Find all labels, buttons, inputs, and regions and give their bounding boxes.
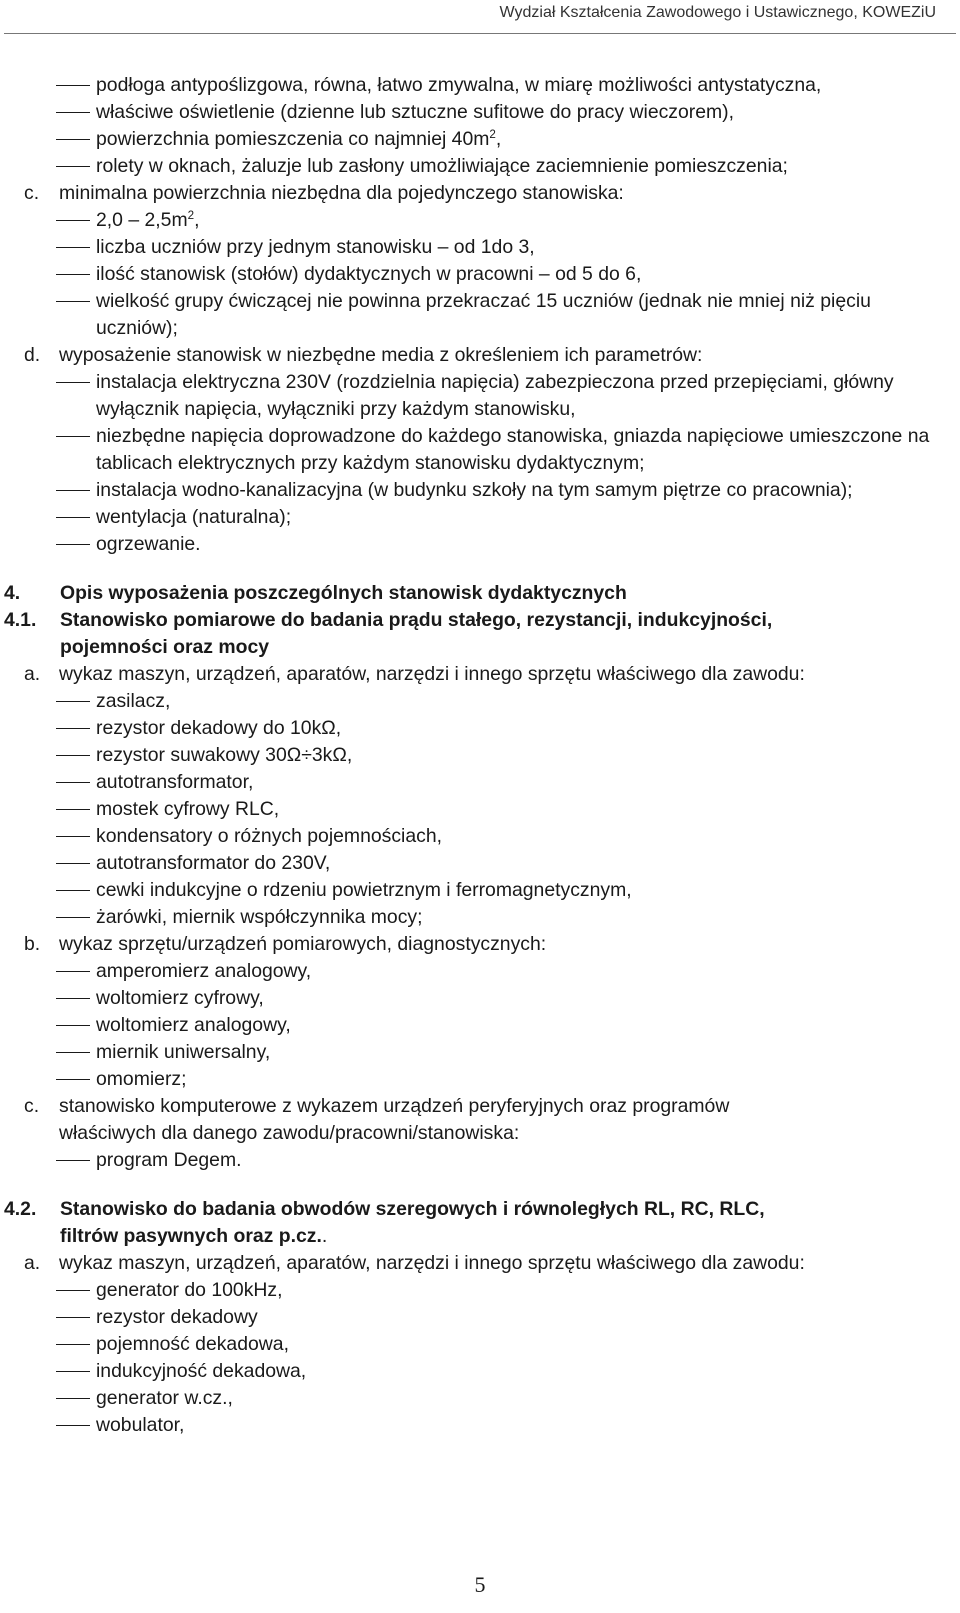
punctuation: , xyxy=(495,128,502,150)
list-item-text: instalacja wodno-kanalizacyjna (w budynku szkoły na tym samym piętrze co pracownia); xyxy=(96,479,853,501)
section-line: właściwych dla danego zawodu/pracowni/stanowiska: xyxy=(59,1122,520,1144)
dash-bullet xyxy=(56,1358,90,1385)
area-range: 2,0 – 2,5m xyxy=(96,209,188,231)
list-item-text: rezystor dekadowy do 10kΩ, xyxy=(96,717,342,739)
dash-bullet xyxy=(56,477,90,504)
list-item-text: cewki indukcyjne o rdzeniu powietrznym i ferromagnetycznym, xyxy=(96,879,632,901)
list-item-text: właściwe oświetlenie (dzienne lub sztuczne sufitowe do pracy wieczorem), xyxy=(96,101,735,123)
list-item xyxy=(4,1331,940,1358)
list-item xyxy=(4,261,940,288)
section-line: stanowisko komputerowe z wykazem urządzeń peryferyjnych oraz programów xyxy=(59,1095,730,1117)
list-item-text: mostek cyfrowy RLC, xyxy=(96,798,280,820)
list-item xyxy=(4,72,940,99)
dash-bullet xyxy=(56,850,90,877)
heading-number: 4.2. xyxy=(4,1198,37,1220)
dash-bullet xyxy=(56,688,90,715)
heading-4-1 xyxy=(4,607,940,661)
list-item xyxy=(4,877,940,904)
list-item-text: wielkość grupy ćwiczącej nie powinna przekraczać 15 uczniów (jednak nie mniej niż pięciu uczniów); xyxy=(96,290,871,339)
section-text: wyposażenie stanowisk w niezbędne media z określeniem ich parametrów: xyxy=(59,344,703,366)
dash-bullet xyxy=(56,1277,90,1304)
list-item xyxy=(4,288,940,342)
dash-bullet xyxy=(56,288,90,315)
list-item xyxy=(4,504,940,531)
dash-bullet xyxy=(56,985,90,1012)
section-b xyxy=(4,931,940,958)
dash-bullet xyxy=(56,531,90,558)
section-label: c. xyxy=(24,182,40,204)
section-label: c. xyxy=(24,1095,40,1117)
list-item xyxy=(4,99,940,126)
dash-bullet xyxy=(56,72,90,99)
list-item-text: ilość stanowisk (stołów) dydaktycznych w pracowni – od 5 do 6, xyxy=(96,263,642,285)
list-item-text: generator w.cz., xyxy=(96,1387,233,1409)
list-item xyxy=(4,850,940,877)
list-item xyxy=(4,985,940,1012)
heading-line: pojemności oraz mocy xyxy=(60,636,270,658)
section-label: b. xyxy=(24,933,41,955)
heading-text: Opis wyposażenia poszczególnych stanowisk dydaktycznych xyxy=(60,582,627,604)
heading-4 xyxy=(4,580,940,607)
heading-text xyxy=(60,1196,940,1250)
list-item-text: miernik uniwersalny, xyxy=(96,1041,271,1063)
list-item xyxy=(4,769,940,796)
dash-bullet xyxy=(56,877,90,904)
dash-bullet xyxy=(56,769,90,796)
dash-bullet xyxy=(56,1304,90,1331)
list-item-text: zasilacz, xyxy=(96,690,171,712)
section-label: a. xyxy=(24,1252,41,1274)
dash-bullet xyxy=(56,234,90,261)
dash-bullet xyxy=(56,423,90,450)
section-a xyxy=(4,1250,940,1277)
dash-bullet xyxy=(56,153,90,180)
dash-bullet xyxy=(56,1012,90,1039)
list-item xyxy=(4,423,940,477)
heading-number: 4.1. xyxy=(4,609,37,631)
heading-number: 4. xyxy=(4,582,21,604)
heading-line: Stanowisko pomiarowe do badania prądu stałego, rezystancji, indukcyjności, xyxy=(60,609,773,631)
list-item-text: kondensatory o różnych pojemnościach, xyxy=(96,825,442,847)
section-text: wykaz maszyn, urządzeń, aparatów, narzędzi i innego sprzętu właściwego dla zawodu: xyxy=(59,663,805,685)
list-item-text: wentylacja (naturalna); xyxy=(96,506,292,528)
list-item-text: liczba uczniów przy jednym stanowisku – od 1do 3, xyxy=(96,236,535,258)
list-item xyxy=(4,1385,940,1412)
list-item-text: woltomierz cyfrowy, xyxy=(96,987,264,1009)
list-item-text xyxy=(96,126,940,153)
list-item-text: autotransformator do 230V, xyxy=(96,852,331,874)
list-item-text: rezystor suwakowy 30Ω÷3kΩ, xyxy=(96,744,353,766)
dash-bullet xyxy=(56,207,90,234)
heading-line: filtrów pasywnych oraz p.cz. xyxy=(60,1225,322,1247)
list-item xyxy=(4,234,940,261)
section-c-computer xyxy=(4,1093,940,1147)
page-body xyxy=(4,72,940,1439)
dash-bullet xyxy=(56,1066,90,1093)
dash-bullet xyxy=(56,99,90,126)
section-text: wykaz maszyn, urządzeń, aparatów, narzędzi i innego sprzętu właściwego dla zawodu: xyxy=(59,1252,805,1274)
list-item xyxy=(4,1066,940,1093)
area-text: powierzchnia pomieszczenia co najmniej 40m xyxy=(96,128,490,150)
superscript: 2 xyxy=(489,128,496,142)
section-text xyxy=(59,1093,940,1147)
dash-bullet xyxy=(56,369,90,396)
list-item-text: żarówki, miernik współczynnika mocy; xyxy=(96,906,423,928)
section-text: wykaz sprzętu/urządzeń pomiarowych, diagnostycznych: xyxy=(59,933,547,955)
header-rule xyxy=(4,33,956,34)
punctuation: . xyxy=(321,1225,328,1247)
dash-bullet xyxy=(56,261,90,288)
list-item-text xyxy=(96,207,940,234)
dash-bullet xyxy=(56,1412,90,1439)
dash-bullet xyxy=(56,823,90,850)
dash-bullet xyxy=(56,958,90,985)
heading-4-2 xyxy=(4,1196,940,1250)
list-item xyxy=(4,1039,940,1066)
section-label: d. xyxy=(24,344,41,366)
dash-bullet xyxy=(56,796,90,823)
dash-bullet xyxy=(56,904,90,931)
list-item xyxy=(4,1012,940,1039)
list-item-text: niezbędne napięcia doprowadzone do każdego stanowiska, gniazda napięciowe umieszczone na tablicach elektrycznych przy każdym stanowisku dydaktycznym; xyxy=(96,425,930,474)
list-item xyxy=(4,904,940,931)
list-item xyxy=(4,369,940,423)
list-item-text: wobulator, xyxy=(96,1414,185,1436)
list-item-text: ogrzewanie. xyxy=(96,533,201,555)
list-item xyxy=(4,1358,940,1385)
section-d xyxy=(4,342,940,369)
section-text: minimalna powierzchnia niezbędna dla pojedynczego stanowiska: xyxy=(59,182,624,204)
dash-bullet xyxy=(56,504,90,531)
dash-bullet xyxy=(56,1385,90,1412)
dash-bullet xyxy=(56,1331,90,1358)
heading-line: Stanowisko do badania obwodów szeregowych i równoległych RL, RC, RLC, xyxy=(60,1198,765,1220)
list-item-text: omomierz; xyxy=(96,1068,187,1090)
dash-bullet xyxy=(56,1147,90,1174)
list-item xyxy=(4,742,940,769)
section-c xyxy=(4,180,940,207)
list-item-text: amperomierz analogowy, xyxy=(96,960,312,982)
running-header: Wydział Kształcenia Zawodowego i Ustawicznego, KOWEZiU xyxy=(499,4,936,21)
list-item xyxy=(4,796,940,823)
list-item-text: instalacja elektryczna 230V (rozdzielnia napięcia) zabezpieczona przed przepięciami, główny wyłącznik napięcia, wyłączniki przy każdym stanowisku, xyxy=(96,371,894,420)
heading-text xyxy=(60,607,940,661)
dash-bullet xyxy=(56,126,90,153)
list-item xyxy=(4,531,940,558)
list-item xyxy=(4,958,940,985)
section-a xyxy=(4,661,940,688)
punctuation: , xyxy=(194,209,200,231)
list-item xyxy=(4,1412,940,1439)
list-item xyxy=(4,823,940,850)
list-item xyxy=(4,153,940,180)
section-label: a. xyxy=(24,663,41,685)
list-item-text: indukcyjność dekadowa, xyxy=(96,1360,307,1382)
superscript: 2 xyxy=(187,209,195,223)
list-item xyxy=(4,207,940,234)
list-item-text: generator do 100kHz, xyxy=(96,1279,283,1301)
list-item xyxy=(4,126,940,153)
dash-bullet xyxy=(56,1039,90,1066)
list-item xyxy=(4,1304,940,1331)
list-item-text: autotransformator, xyxy=(96,771,254,793)
list-item-text: woltomierz analogowy, xyxy=(96,1014,291,1036)
list-item-text: program Degem. xyxy=(96,1149,242,1171)
list-item xyxy=(4,477,940,504)
list-item xyxy=(4,688,940,715)
list-item-text: podłoga antypoślizgowa, równa, łatwo zmywalna, w miarę możliwości antystatyczna, xyxy=(96,74,822,96)
dash-bullet xyxy=(56,742,90,769)
list-item-text: pojemność dekadowa, xyxy=(96,1333,289,1355)
dash-bullet xyxy=(56,715,90,742)
page-number: 5 xyxy=(474,1572,486,1597)
list-item xyxy=(4,715,940,742)
list-item xyxy=(4,1277,940,1304)
list-item-text: rezystor dekadowy xyxy=(96,1306,258,1328)
list-item xyxy=(4,1147,940,1174)
list-item-text: rolety w oknach, żaluzje lub zasłony umożliwiające zaciemnienie pomieszczenia; xyxy=(96,155,788,177)
